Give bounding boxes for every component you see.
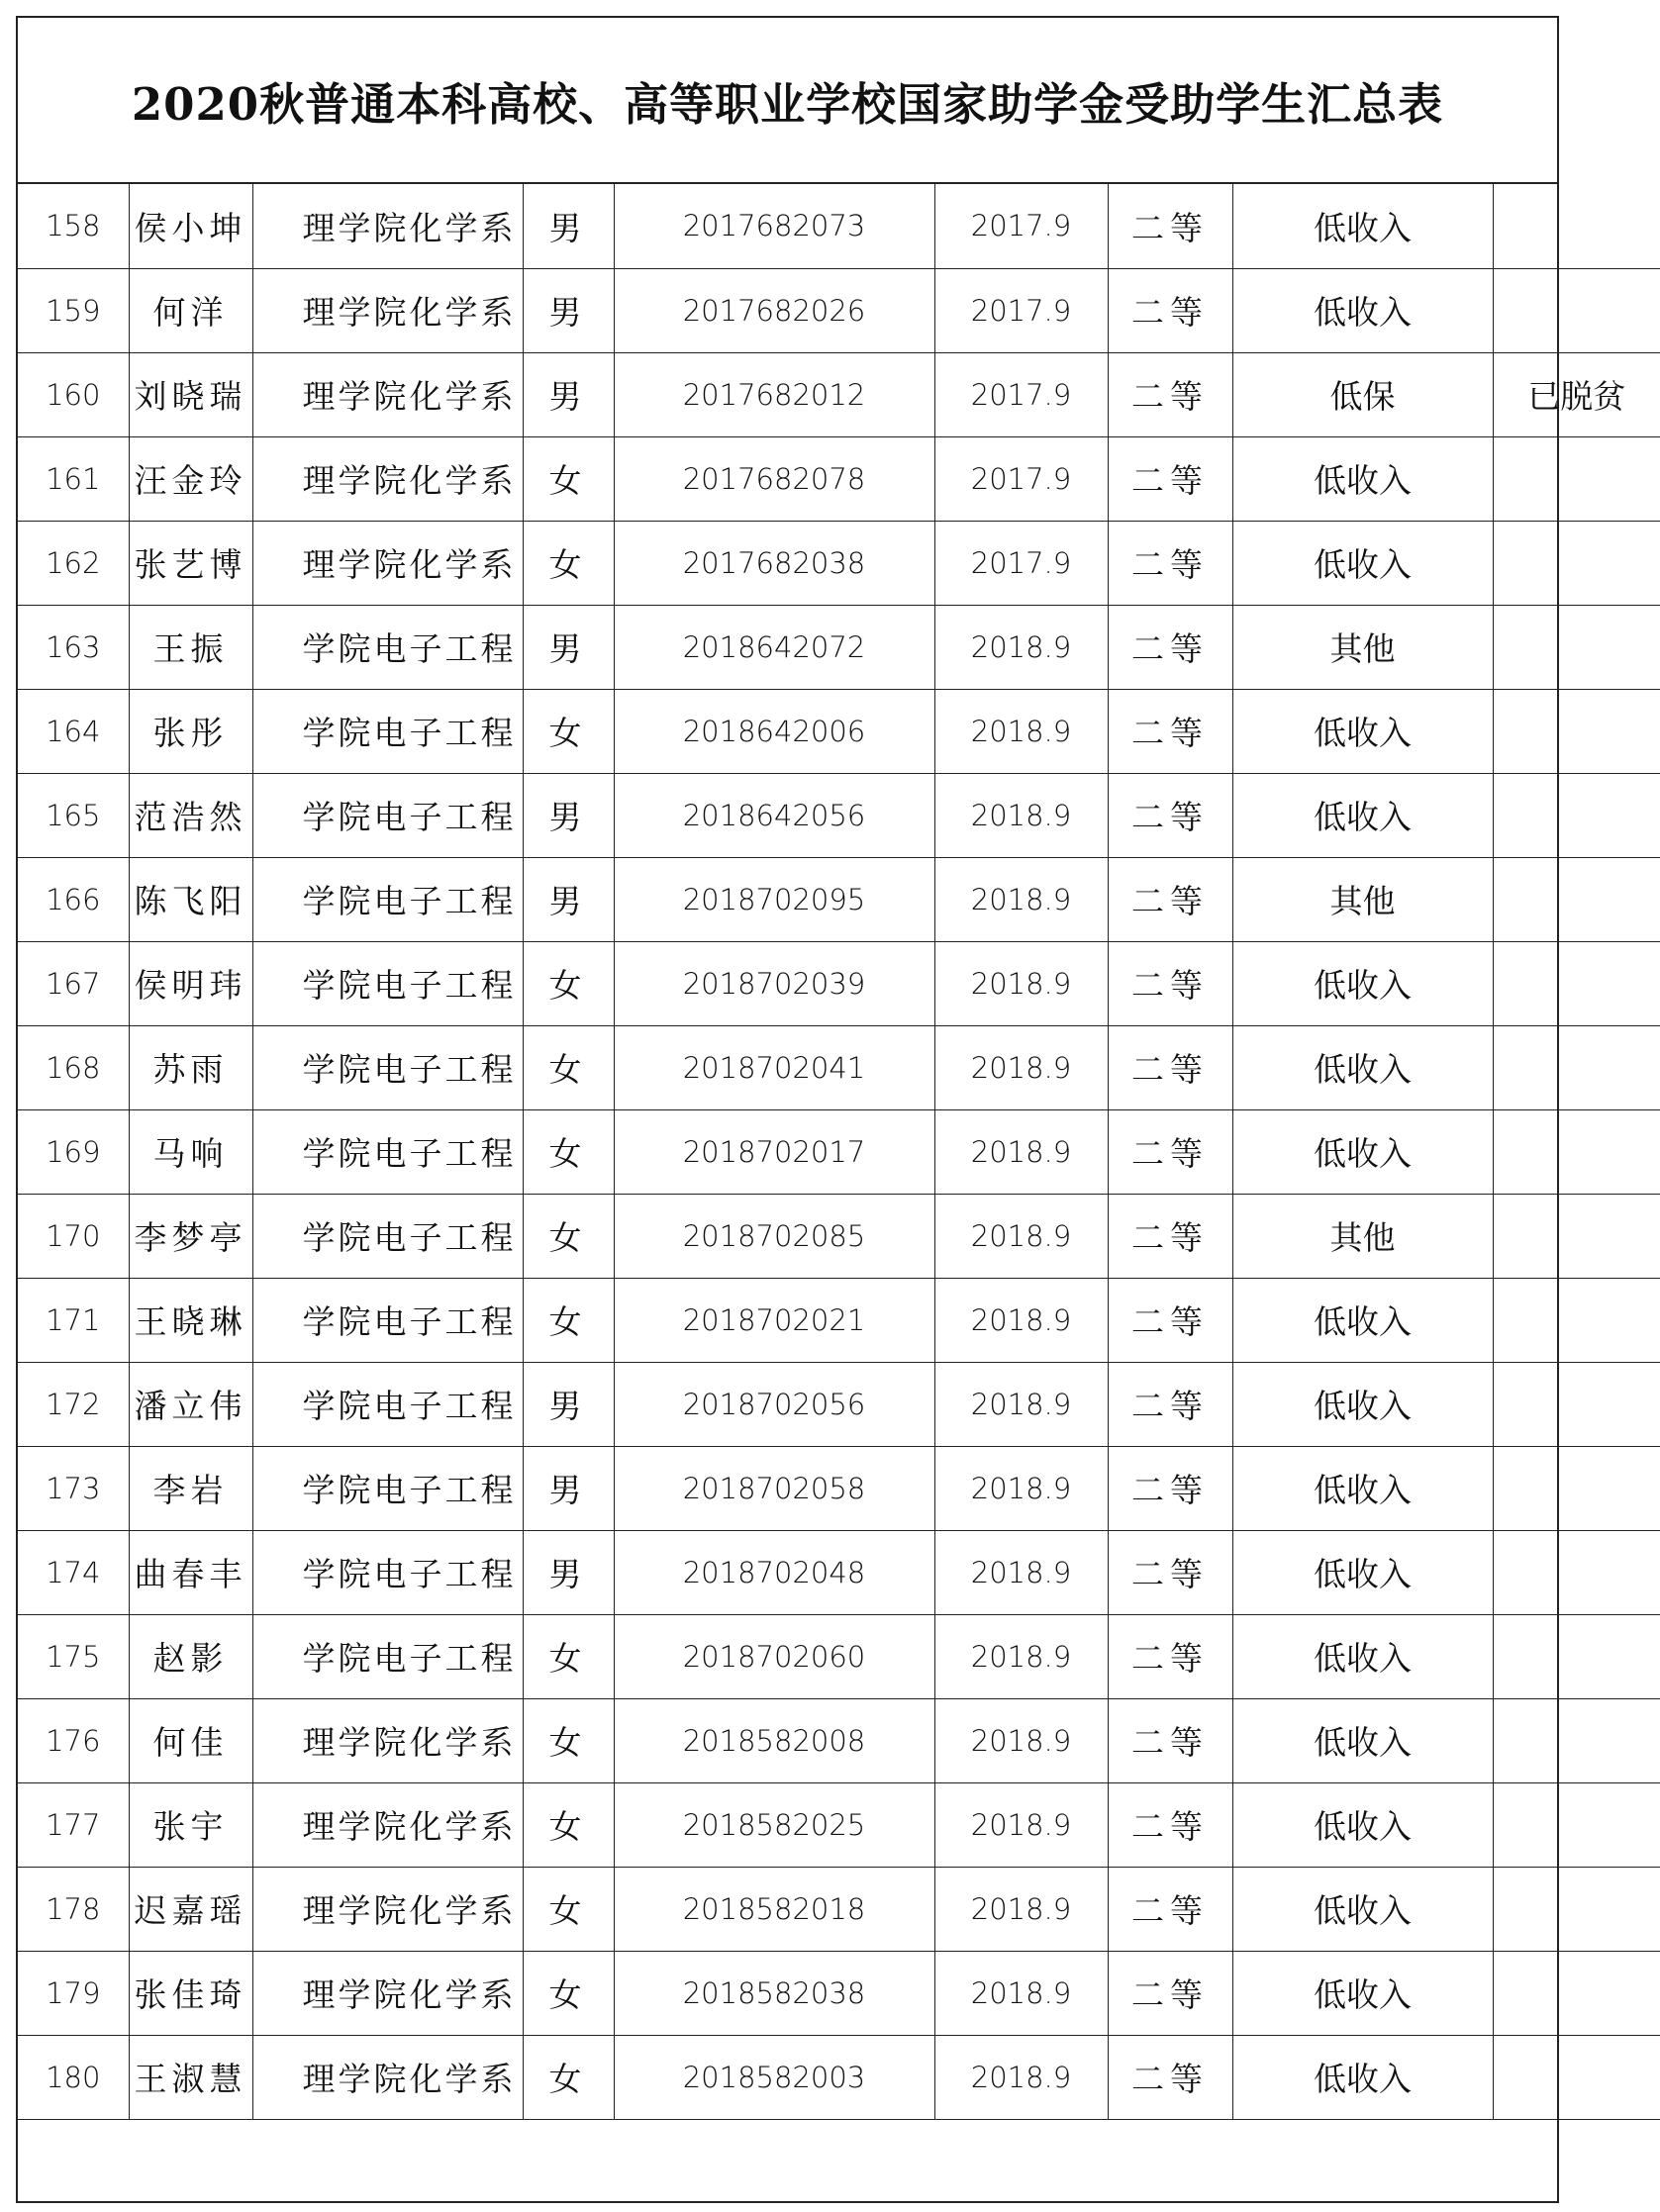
row-number-cell: 180 [18,2035,129,2119]
hardship-type-cell: 低收入 [1232,1614,1493,1698]
table-row [18,436,1660,521]
student-id-cell: 2017682026 [614,268,934,352]
remark-cell [1493,857,1660,941]
row-number-cell: 169 [18,1109,129,1194]
student-name-cell: 迟嘉瑶 [129,1867,252,1951]
aid-level-cell: 二等 [1108,857,1232,941]
student-id-cell: 2018702060 [614,1614,934,1698]
student-name-cell: 潘立伟 [129,1362,252,1446]
student-id-cell: 2017682012 [614,352,934,436]
student-id-cell: 2018702039 [614,941,934,1025]
student-id-cell: 2018702085 [614,1194,934,1278]
aid-level-cell: 二等 [1108,1194,1232,1278]
table-row [18,1278,1660,1362]
aid-level-cell: 二等 [1108,941,1232,1025]
table-row [18,1109,1660,1194]
department-cell: 学院电子工程 [252,1446,523,1530]
row-number-cell: 171 [18,1278,129,1362]
student-name-cell: 李岩 [129,1446,252,1530]
table-body [18,184,1660,2119]
student-id-cell: 2018582008 [614,1698,934,1782]
enrollment-date-cell: 2017.9 [934,352,1108,436]
recipients-table [18,184,1660,2120]
gender-cell: 男 [523,1362,614,1446]
table-row [18,2035,1660,2119]
table-row [18,1446,1660,1530]
student-id-cell: 2017682073 [614,184,934,268]
aid-level-cell: 二等 [1108,1951,1232,2035]
row-number-cell: 158 [18,184,129,268]
aid-level-cell: 二等 [1108,1362,1232,1446]
hardship-type-cell: 低收入 [1232,1362,1493,1446]
remark-cell [1493,1109,1660,1194]
table-row [18,1951,1660,2035]
gender-cell: 女 [523,1867,614,1951]
table-row [18,1782,1660,1867]
hardship-type-cell: 低收入 [1232,1530,1493,1614]
student-id-cell: 2018582003 [614,2035,934,2119]
student-name-cell: 张佳琦 [129,1951,252,2035]
row-number-cell: 159 [18,268,129,352]
remark-cell [1493,1530,1660,1614]
department-cell: 理学院化学系 [252,184,523,268]
department-cell: 理学院化学系 [252,1698,523,1782]
aid-level-cell: 二等 [1108,1782,1232,1867]
table-row [18,857,1660,941]
aid-level-cell: 二等 [1108,605,1232,689]
gender-cell: 男 [523,605,614,689]
gender-cell: 女 [523,1614,614,1698]
student-name-cell: 赵影 [129,1614,252,1698]
aid-level-cell: 二等 [1108,1278,1232,1362]
gender-cell: 男 [523,857,614,941]
student-name-cell: 侯明玮 [129,941,252,1025]
enrollment-date-cell: 2017.9 [934,184,1108,268]
student-name-cell: 王晓琳 [129,1278,252,1362]
table-row [18,689,1660,773]
row-number-cell: 176 [18,1698,129,1782]
department-cell: 理学院化学系 [252,521,523,605]
table-row [18,352,1660,436]
row-number-cell: 179 [18,1951,129,2035]
department-cell: 学院电子工程 [252,1194,523,1278]
sheet-title: 2020秋普通本科高校、高等职业学校国家助学金受助学生汇总表 [18,18,1557,184]
row-number-cell: 178 [18,1867,129,1951]
row-number-cell: 160 [18,352,129,436]
remark-cell [1493,605,1660,689]
table-row [18,1698,1660,1782]
hardship-type-cell: 低收入 [1232,773,1493,857]
hardship-type-cell: 其他 [1232,605,1493,689]
student-name-cell: 马响 [129,1109,252,1194]
hardship-type-cell: 低收入 [1232,1698,1493,1782]
row-number-cell: 164 [18,689,129,773]
hardship-type-cell: 低收入 [1232,268,1493,352]
aid-level-cell: 二等 [1108,689,1232,773]
table-row [18,1025,1660,1109]
aid-level-cell: 二等 [1108,1867,1232,1951]
aid-level-cell: 二等 [1108,1530,1232,1614]
remark-cell [1493,2035,1660,2119]
aid-level-cell: 二等 [1108,1446,1232,1530]
enrollment-date-cell: 2018.9 [934,1194,1108,1278]
student-name-cell: 张宇 [129,1782,252,1867]
enrollment-date-cell: 2018.9 [934,1362,1108,1446]
enrollment-date-cell: 2018.9 [934,941,1108,1025]
enrollment-date-cell: 2018.9 [934,1614,1108,1698]
aid-level-cell: 二等 [1108,773,1232,857]
enrollment-date-cell: 2017.9 [934,521,1108,605]
aid-level-cell: 二等 [1108,268,1232,352]
row-number-cell: 166 [18,857,129,941]
table-row [18,1867,1660,1951]
remark-cell [1493,1278,1660,1362]
summary-sheet [16,16,1626,2203]
hardship-type-cell: 低收入 [1232,1951,1493,2035]
student-id-cell: 2017682078 [614,436,934,521]
department-cell: 理学院化学系 [252,1782,523,1867]
row-number-cell: 177 [18,1782,129,1867]
remark-cell [1493,436,1660,521]
row-number-cell: 174 [18,1530,129,1614]
aid-level-cell: 二等 [1108,436,1232,521]
enrollment-date-cell: 2017.9 [934,436,1108,521]
hardship-type-cell: 低保 [1232,352,1493,436]
gender-cell: 女 [523,1698,614,1782]
table-row [18,1530,1660,1614]
student-id-cell: 2018642072 [614,605,934,689]
student-id-cell: 2018582038 [614,1951,934,2035]
enrollment-date-cell: 2018.9 [934,1446,1108,1530]
row-number-cell: 170 [18,1194,129,1278]
remark-cell [1493,268,1660,352]
table-row [18,184,1660,268]
department-cell: 学院电子工程 [252,1278,523,1362]
enrollment-date-cell: 2018.9 [934,605,1108,689]
gender-cell: 女 [523,1278,614,1362]
student-name-cell: 刘晓瑞 [129,352,252,436]
remark-cell [1493,1951,1660,2035]
remark-cell [1493,1362,1660,1446]
enrollment-date-cell: 2018.9 [934,689,1108,773]
enrollment-date-cell: 2018.9 [934,1698,1108,1782]
aid-level-cell: 二等 [1108,1025,1232,1109]
gender-cell: 女 [523,1951,614,2035]
aid-level-cell: 二等 [1108,184,1232,268]
hardship-type-cell: 低收入 [1232,689,1493,773]
student-id-cell: 2017682038 [614,521,934,605]
table-row [18,1194,1660,1278]
row-number-cell: 172 [18,1362,129,1446]
aid-level-cell: 二等 [1108,521,1232,605]
department-cell: 学院电子工程 [252,605,523,689]
table-row [18,941,1660,1025]
hardship-type-cell: 低收入 [1232,1025,1493,1109]
remark-cell [1493,689,1660,773]
table-row [18,773,1660,857]
remark-cell [1493,941,1660,1025]
department-cell: 理学院化学系 [252,2035,523,2119]
hardship-type-cell: 其他 [1232,857,1493,941]
remark-cell [1493,1614,1660,1698]
hardship-type-cell: 低收入 [1232,1782,1493,1867]
enrollment-date-cell: 2018.9 [934,1109,1108,1194]
department-cell: 学院电子工程 [252,689,523,773]
remark-cell: 已脱贫 [1493,352,1660,436]
student-id-cell: 2018702017 [614,1109,934,1194]
gender-cell: 女 [523,1025,614,1109]
student-name-cell: 侯小坤 [129,184,252,268]
student-id-cell: 2018702058 [614,1446,934,1530]
enrollment-date-cell: 2017.9 [934,268,1108,352]
department-cell: 学院电子工程 [252,1614,523,1698]
hardship-type-cell: 低收入 [1232,1109,1493,1194]
student-name-cell: 王淑慧 [129,2035,252,2119]
row-number-cell: 175 [18,1614,129,1698]
enrollment-date-cell: 2018.9 [934,1951,1108,2035]
gender-cell: 女 [523,1194,614,1278]
enrollment-date-cell: 2018.9 [934,1530,1108,1614]
enrollment-date-cell: 2018.9 [934,1278,1108,1362]
student-name-cell: 苏雨 [129,1025,252,1109]
gender-cell: 男 [523,773,614,857]
remark-cell [1493,1194,1660,1278]
department-cell: 学院电子工程 [252,941,523,1025]
student-name-cell: 汪金玲 [129,436,252,521]
table-row [18,1614,1660,1698]
department-cell: 学院电子工程 [252,773,523,857]
gender-cell: 男 [523,1530,614,1614]
student-id-cell: 2018642006 [614,689,934,773]
hardship-type-cell: 低收入 [1232,184,1493,268]
table-row [18,1362,1660,1446]
remark-cell [1493,1025,1660,1109]
student-name-cell: 李梦亭 [129,1194,252,1278]
gender-cell: 女 [523,941,614,1025]
hardship-type-cell: 低收入 [1232,941,1493,1025]
student-id-cell: 2018642056 [614,773,934,857]
enrollment-date-cell: 2018.9 [934,773,1108,857]
student-id-cell: 2018702056 [614,1362,934,1446]
student-id-cell: 2018702041 [614,1025,934,1109]
row-number-cell: 173 [18,1446,129,1530]
student-name-cell: 王振 [129,605,252,689]
aid-level-cell: 二等 [1108,1109,1232,1194]
student-name-cell: 范浩然 [129,773,252,857]
remark-cell [1493,1698,1660,1782]
row-number-cell: 163 [18,605,129,689]
aid-level-cell: 二等 [1108,1698,1232,1782]
department-cell: 学院电子工程 [252,1362,523,1446]
table-row [18,605,1660,689]
department-cell: 理学院化学系 [252,436,523,521]
enrollment-date-cell: 2018.9 [934,1025,1108,1109]
gender-cell: 女 [523,2035,614,2119]
gender-cell: 女 [523,1109,614,1194]
enrollment-date-cell: 2018.9 [934,1782,1108,1867]
gender-cell: 男 [523,1446,614,1530]
row-number-cell: 168 [18,1025,129,1109]
aid-level-cell: 二等 [1108,1614,1232,1698]
gender-cell: 女 [523,689,614,773]
department-cell: 理学院化学系 [252,1951,523,2035]
hardship-type-cell: 低收入 [1232,1867,1493,1951]
student-name-cell: 何洋 [129,268,252,352]
student-name-cell: 张艺博 [129,521,252,605]
department-cell: 理学院化学系 [252,1867,523,1951]
gender-cell: 女 [523,1782,614,1867]
row-number-cell: 161 [18,436,129,521]
hardship-type-cell: 其他 [1232,1194,1493,1278]
student-id-cell: 2018582018 [614,1867,934,1951]
department-cell: 学院电子工程 [252,1530,523,1614]
department-cell: 理学院化学系 [252,268,523,352]
gender-cell: 男 [523,184,614,268]
hardship-type-cell: 低收入 [1232,436,1493,521]
hardship-type-cell: 低收入 [1232,1446,1493,1530]
remark-cell [1493,1782,1660,1867]
student-id-cell: 2018702021 [614,1278,934,1362]
enrollment-date-cell: 2018.9 [934,857,1108,941]
student-id-cell: 2018702095 [614,857,934,941]
row-number-cell: 165 [18,773,129,857]
hardship-type-cell: 低收入 [1232,2035,1493,2119]
gender-cell: 女 [523,521,614,605]
department-cell: 学院电子工程 [252,1025,523,1109]
remark-cell [1493,773,1660,857]
row-number-cell: 162 [18,521,129,605]
department-cell: 理学院化学系 [252,352,523,436]
student-name-cell: 何佳 [129,1698,252,1782]
gender-cell: 男 [523,352,614,436]
aid-level-cell: 二等 [1108,352,1232,436]
row-number-cell: 167 [18,941,129,1025]
gender-cell: 女 [523,436,614,521]
student-name-cell: 陈飞阳 [129,857,252,941]
remark-cell [1493,1867,1660,1951]
student-id-cell: 2018582025 [614,1782,934,1867]
department-cell: 学院电子工程 [252,857,523,941]
hardship-type-cell: 低收入 [1232,1278,1493,1362]
remark-cell [1493,1446,1660,1530]
enrollment-date-cell: 2018.9 [934,2035,1108,2119]
remark-cell [1493,521,1660,605]
hardship-type-cell: 低收入 [1232,521,1493,605]
table-row [18,268,1660,352]
student-id-cell: 2018702048 [614,1530,934,1614]
remark-cell [1493,184,1660,268]
department-cell: 学院电子工程 [252,1109,523,1194]
aid-level-cell: 二等 [1108,2035,1232,2119]
enrollment-date-cell: 2018.9 [934,1867,1108,1951]
student-name-cell: 曲春丰 [129,1530,252,1614]
table-row [18,521,1660,605]
gender-cell: 男 [523,268,614,352]
student-name-cell: 张彤 [129,689,252,773]
